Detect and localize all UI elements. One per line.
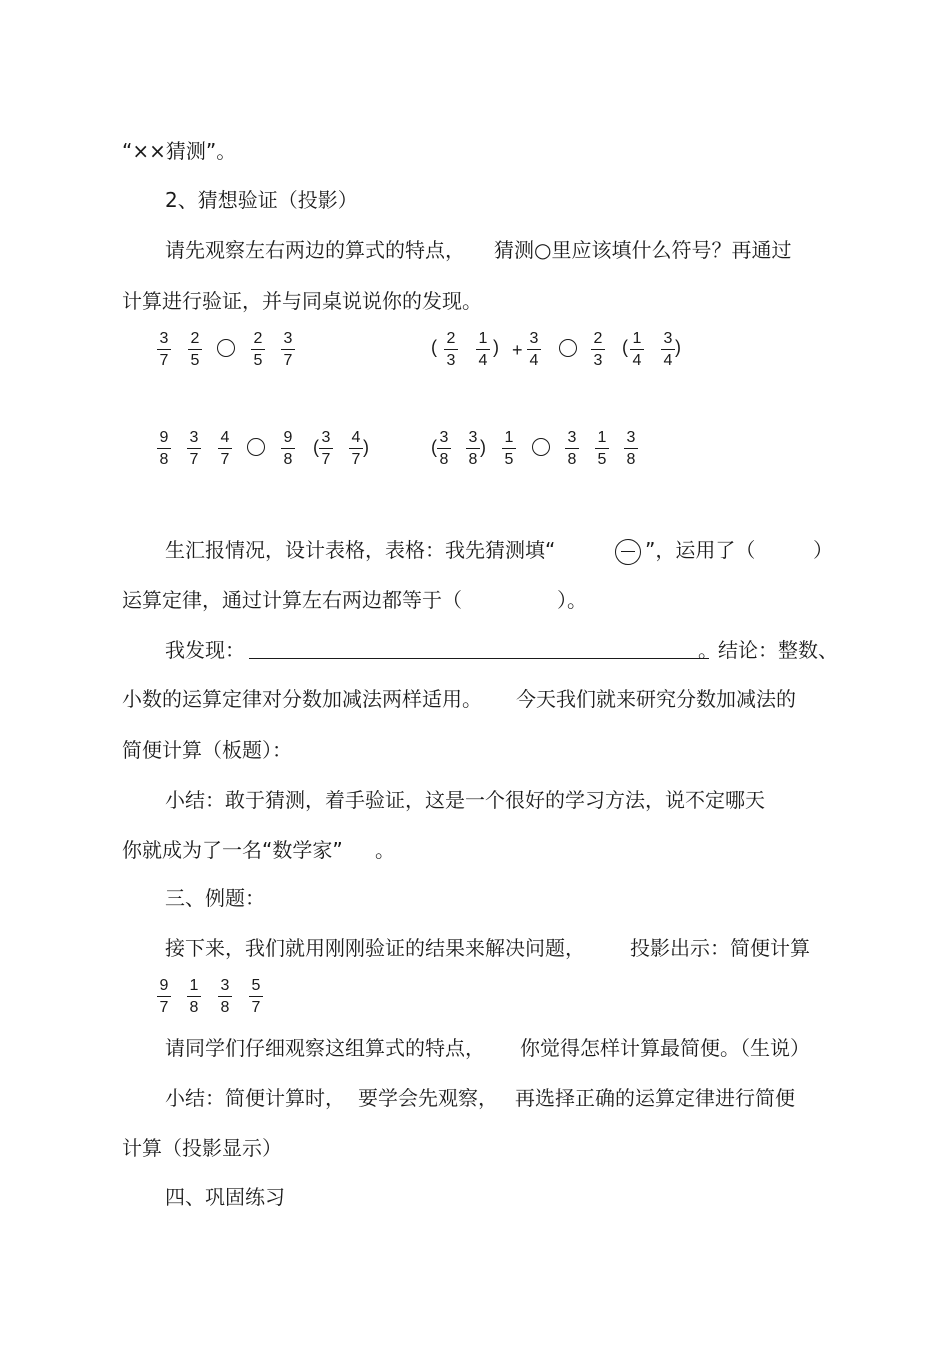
fraction: 3 8 <box>465 428 481 469</box>
text-line: 小结：简便计算时， <box>165 1086 345 1110</box>
fraction: 3 7 <box>156 329 172 370</box>
fraction: 3 4 <box>660 329 676 370</box>
text-line: 投影出示：简便计算 <box>630 936 810 960</box>
fraction: 2 5 <box>187 329 203 370</box>
fraction: 9 8 <box>280 428 296 469</box>
text-line: 计算进行验证，并与同桌说说你的发现。 <box>122 289 482 313</box>
fraction: 3 8 <box>564 428 580 469</box>
fraction: 2 5 <box>250 329 266 370</box>
section-heading: 四、巩固练习 <box>165 1185 285 1209</box>
text-line: 要学会先观察， <box>358 1086 498 1110</box>
text-line: ）。 <box>557 588 587 612</box>
text-line: 再选择正确的运算定律进行简便 <box>515 1086 795 1110</box>
text-line: 请同学们仔细观察这组算式的特点， <box>165 1036 485 1060</box>
fill-in-blank <box>249 658 709 659</box>
fraction: 3 7 <box>280 329 296 370</box>
section-heading: 2、猜想验证（投影） <box>165 188 358 212</box>
paren-close: ) <box>363 437 369 457</box>
plus-sign: + <box>512 340 523 360</box>
text-line: 今天我们就来研究分数加减法的 <box>516 687 796 711</box>
text-line: 运算定律，通过计算左右两边都等于（ <box>122 588 462 612</box>
text-line: “××猜测”。 <box>122 139 237 163</box>
fraction: 4 7 <box>217 428 233 469</box>
comparison-circle <box>247 438 265 456</box>
fraction: 1 4 <box>629 329 645 370</box>
text-line: 简便计算（板题）： <box>122 738 292 762</box>
fraction: 9 7 <box>156 976 172 1017</box>
minus-in-circle-icon <box>615 539 641 565</box>
fraction: 2 3 <box>590 329 606 370</box>
paren-close: ) <box>675 337 681 357</box>
fraction: 3 7 <box>186 428 202 469</box>
paren-close: ) <box>493 337 499 357</box>
fraction: 3 8 <box>436 428 452 469</box>
text-line: 生汇报情况，设计表格，表格：我先猜测填“ <box>165 538 556 562</box>
comparison-circle <box>559 339 577 357</box>
fraction: 3 4 <box>526 329 542 370</box>
fraction: 3 7 <box>318 428 334 469</box>
text-line: 请先观察左右两边的算式的特点， <box>165 238 465 262</box>
text-line: ”，运用了（ <box>645 538 756 562</box>
fraction: 4 7 <box>348 428 364 469</box>
fraction: 3 8 <box>217 976 233 1017</box>
text-line: 你就成为了一名“数学家” <box>122 838 343 862</box>
comparison-circle <box>532 438 550 456</box>
paren-close: ) <box>480 437 486 457</box>
text-line: 小数的运算定律对分数加减法两样适用。 <box>122 687 482 711</box>
paren-open: ( <box>431 337 437 357</box>
fraction: 9 8 <box>156 428 172 469</box>
paren-open: ( <box>622 337 628 357</box>
comparison-circle <box>217 339 235 357</box>
fraction: 1 8 <box>186 976 202 1017</box>
text-line: 接下来，我们就用刚刚验证的结果来解决问题， <box>165 936 585 960</box>
text-line: 我发现： <box>165 638 245 662</box>
text-line: 小结：敢于猜测，着手验证，这是一个很好的学习方法，说不定哪天 <box>165 788 765 812</box>
section-heading: 三、例题： <box>165 886 265 910</box>
paren-open: ( <box>313 437 319 457</box>
text-line: 。结论：整数、 <box>698 638 838 662</box>
text-line: 猜测○里应该填什么符号？再通过 <box>494 238 792 262</box>
text-line: 你觉得怎样计算最简便。（生说） <box>520 1036 810 1060</box>
fraction: 5 7 <box>248 976 264 1017</box>
fraction: 1 5 <box>594 428 610 469</box>
text-line: ） <box>813 538 833 562</box>
fraction: 1 5 <box>501 428 517 469</box>
fraction: 1 4 <box>475 329 491 370</box>
paren-open: ( <box>431 437 437 457</box>
text-line: 。 <box>375 838 395 862</box>
text-line: 计算（投影显示） <box>122 1136 282 1160</box>
fraction: 2 3 <box>443 329 459 370</box>
fraction: 3 8 <box>623 428 639 469</box>
